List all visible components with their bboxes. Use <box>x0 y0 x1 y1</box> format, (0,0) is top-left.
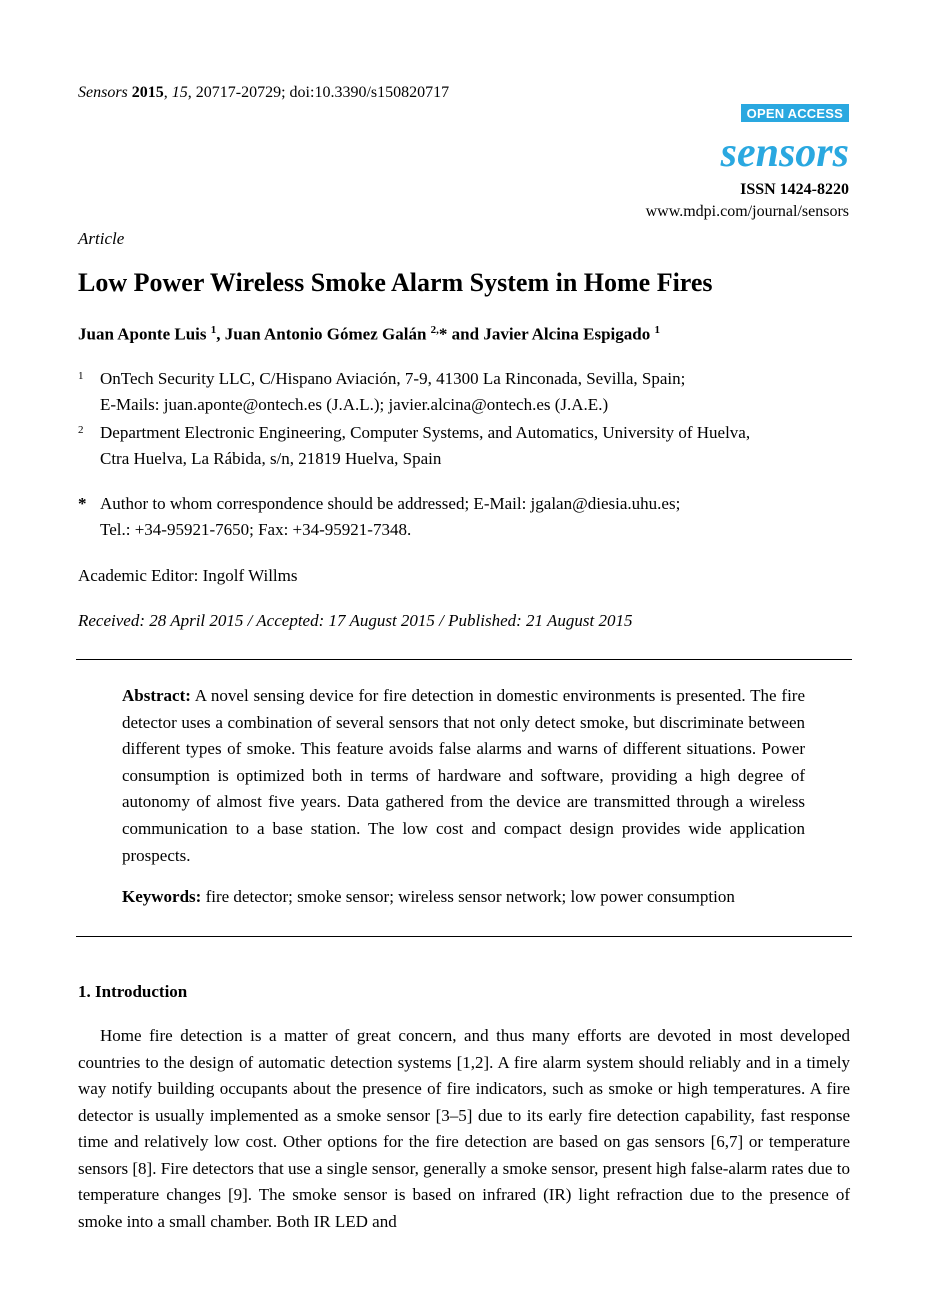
correspondence-contact: Tel.: +34-95921-7650; Fax: +34-95921-7348. <box>100 520 412 539</box>
corresponding-star: * <box>438 324 448 344</box>
abstract <box>122 683 805 869</box>
author-list <box>78 324 660 345</box>
pages-doi: , 20717-20729; doi:10.3390/s150820717 <box>187 84 450 101</box>
affiliation-address: Ctra Huelva, La Rábida, s/n, 21819 Huelva, Spain <box>100 449 442 468</box>
section-heading: 1. Introduction <box>78 982 188 1001</box>
author-3-affil: 1 <box>654 324 660 336</box>
issn: ISSN 1424-8220 <box>740 181 849 198</box>
year: 2015 <box>131 84 164 101</box>
abstract-label: Abstract: <box>122 686 191 705</box>
affiliation-text: Department Electronic Engineering, Computer Systems, and Automatics, University of Huelva, <box>100 423 751 442</box>
affiliation-text: OnTech Security LLC, C/Hispano Aviación, 7-9, 41300 La Rinconada, Sevilla, Spain; <box>100 369 686 388</box>
citation-line: Sensors 2015, 15, 20717-20729; doi:10.3390/s150820717 <box>78 84 450 101</box>
affiliation-emails: E-Mails: juan.aponte@ontech.es (J.A.L.); javier.alcina@ontech.es (J.A.E.) <box>100 395 609 414</box>
divider-top <box>76 659 852 660</box>
author-1-affil: 1 <box>210 324 217 336</box>
affiliation-number: 2 <box>78 424 84 436</box>
author-2-affil: 2, <box>430 324 439 336</box>
keywords <box>122 887 822 907</box>
correspondence-text: Author to whom correspondence should be addressed; E-Mail: jgalan@diesia.uhu.es; <box>100 494 681 513</box>
keywords-label: Keywords: <box>122 887 202 906</box>
open-access-badge: OPEN ACCESS <box>741 104 849 122</box>
journal-logo: sensors <box>720 130 849 176</box>
journal-url[interactable]: www.mdpi.com/journal/sensors <box>645 203 849 220</box>
author-2: , Juan Antonio Gómez Galán <box>216 324 427 344</box>
author-3: and Javier Alcina Espigado <box>447 324 651 344</box>
correspondence-note <box>78 491 860 543</box>
divider-bottom <box>76 936 852 937</box>
abstract-text: A novel sensing device for fire detection in domestic environments is presented. The fire detector uses a combination of several sensors that not only detect smoke, but discriminate between different types of smoke. This feature avoids false alarms and warns of different situations. Power consumption is optimized both in terms of hardware and software, providing a high degree of autonomy of almost five years. Data gathered from the device are transmitted through a wireless communication to a base station. The low cost and compact design provides wide application prospects. <box>122 686 805 865</box>
correspondence-star: * <box>78 494 87 513</box>
academic-editor: Academic Editor: Ingolf Willms <box>78 566 298 585</box>
affiliation-2 <box>78 420 860 472</box>
affiliation-1 <box>78 366 860 418</box>
body-paragraph: Home fire detection is a matter of great concern, and thus many efforts are devoted in most developed countries to the design of automatic detection systems [1,2]. A fire alarm system should reliably and in a timely way notify building occupants about the presence of fire indicators, such as smoke or high temperatures. A fire detector is usually implemented as a smoke sensor [3–5] due to its early fire detection capability, fast response time and relatively low cost. Other options for the fire detection are based on gas sensors [6,7] or temperature sensors [8]. Fire detectors that use a single sensor, generally a smoke sensor, present high false-alarm rates due to temperature changes [9]. The smoke sensor is based on infrared (IR) light refraction due to the presence of smoke into a small chamber. Both IR LED and <box>78 1026 850 1231</box>
affiliation-number: 1 <box>78 370 84 382</box>
article-type: Article <box>78 229 125 248</box>
volume: 15 <box>171 84 188 101</box>
paper-title: Low Power Wireless Smoke Alarm System in Home Fires <box>78 268 713 297</box>
keywords-text: fire detector; smoke sensor; wireless sensor network; low power consumption <box>201 887 735 906</box>
publication-dates: Received: 28 April 2015 / Accepted: 17 August 2015 / Published: 21 August 2015 <box>78 611 633 630</box>
author-1: Juan Aponte Luis <box>78 324 207 344</box>
journal-cite: Sensors <box>78 84 128 101</box>
